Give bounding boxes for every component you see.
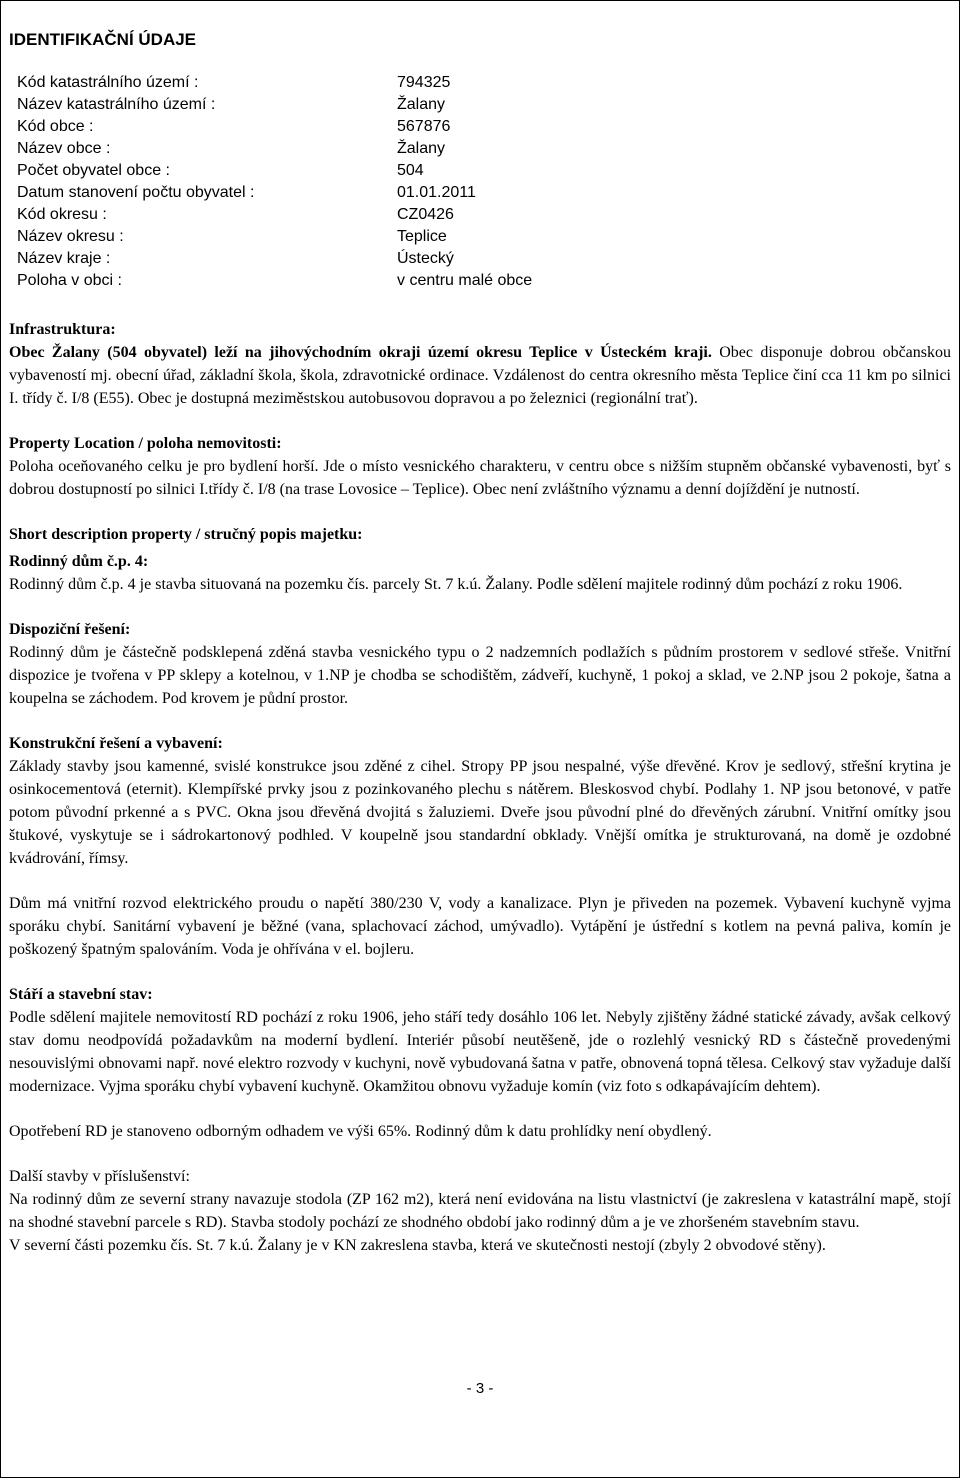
id-row bbox=[17, 72, 951, 94]
id-row bbox=[17, 138, 951, 160]
age-text: Podle sdělení majitele nemovitostí RD pochází z roku 1906, jeho stáří tedy dosáhlo 106 let. Nebyly zjištěny žádné statické závady, avšak celkový stav domu neodpovídá požadavkům na moderní bydlení. Interiér působí neutěšeně, jde o rozlehlý vesnický RD s částečně provedenými nesouvislými obnovami např. nové elektro rozvody v kuchyni, nově vybudovaná šatna v patře, obnovená topná tělesa. Celkový stav vyžaduje další modernizace. Vyjma sporáku chybí vybavení kuchyně. Okamžitou obnovu vyžaduje komín (viz foto s odkapávajícím dehtem). bbox=[9, 1009, 951, 1095]
location-section bbox=[9, 432, 951, 501]
id-value: Žalany bbox=[397, 96, 446, 113]
id-label: Počet obyvatel obce : bbox=[17, 162, 170, 179]
id-row bbox=[17, 270, 951, 292]
wear-section bbox=[9, 1120, 951, 1143]
age-heading: Stáří a stavební stav: bbox=[9, 986, 153, 1003]
id-value: v centru malé obce bbox=[397, 272, 533, 289]
disposition-heading: Dispoziční řešení: bbox=[9, 621, 131, 638]
id-row bbox=[17, 94, 951, 116]
id-label: Datum stanovení počtu obyvatel : bbox=[17, 184, 255, 201]
location-heading: Property Location / poloha nemovitosti: bbox=[9, 435, 282, 452]
other-buildings-text-1: Na rodinný dům ze severní strany navazuje stodola (ZP 162 m2), která není evidována na listu vlastnictví (je zakreslena v katastrální mapě, stojí na shodné stavební parcele s RD). Stavba stodoly pochází ze shodného období jako rodinný dům a je ve zhoršeném stavebním stavu. bbox=[9, 1191, 951, 1231]
id-label: Název kraje : bbox=[17, 250, 111, 267]
id-value: 567876 bbox=[397, 118, 451, 135]
id-row bbox=[17, 116, 951, 138]
id-value: Žalany bbox=[397, 140, 446, 157]
construction-text: Základy stavby jsou kamenné, svislé konstrukce jsou zděné z cihel. Stropy PP jsou nespalné, výše dřevěné. Krov je sedlový, střešní krytina je osinkocementová (eternit). Klempířské prvky jsou z pozinkovaného plechu s nátěrem. Bleskosvod chybí. Podlahy 1. NP jsou betonové, v patře potom původní prkenné a s PVC. Okna jsou dřevěná dvojitá s žaluziemi. Dveře jsou původní plné do dřevěných zárubní. Vnitřní omítky jsou štukové, vyskytuje se i sádrokartonový podhled. V koupelně jsou standardní obklady. Vnější omítka je strukturovaná, na domě je ozdobné kvádrování, římsy. bbox=[9, 758, 951, 867]
id-label: Název okresu : bbox=[17, 228, 124, 245]
infrastructure-body-text: Obec disponuje dobrou občanskou vybaveností mj. obecní úřad, základní škola, škola, zdravotnické ordinace. Vzdálenost do centra okresního města Teplice činí cca 11 km po silnici I. třídy č. I/8 (E55). Obec je dostupná meziměstskou autobusovou dopravou a po železnici (regionální trať). bbox=[9, 344, 952, 407]
id-value: Ústecký bbox=[397, 250, 454, 267]
id-label: Název obce : bbox=[17, 140, 111, 157]
infrastructure-text bbox=[9, 341, 951, 410]
infrastructure-section bbox=[9, 318, 951, 410]
age-section bbox=[9, 983, 951, 1098]
page-number: - 3 - bbox=[466, 1380, 494, 1397]
id-row bbox=[17, 182, 951, 204]
id-value: 01.01.2011 bbox=[397, 184, 476, 201]
house-subheading: Rodinný dům č.p. 4: bbox=[9, 553, 149, 570]
other-buildings-text-2: V severní části pozemku čís. St. 7 k.ú. Žalany je v KN zakreslena stavba, která ve skutečnosti nestojí (zbyly 2 obvodové stěny). bbox=[9, 1237, 826, 1254]
disposition-text: Rodinný dům je částečně podsklepená zděná stavba vesnického typu o 2 nadzemních podlažích s půdním prostorem v sedlové střeše. Vnitřní dispozice je tvořena v PP sklepy a kotelnou, v 1.NP je chodba se schodištěm, zádveří, kuchyně, 1 pokoj a sklad, ve 2.NP jsou 2 pokoje, šatna a koupelna se záchodem. Pod krovem je půdní prostor. bbox=[9, 644, 951, 707]
other-buildings-section bbox=[9, 1165, 951, 1257]
id-value: 794325 bbox=[397, 74, 451, 91]
short-description-section bbox=[9, 523, 951, 596]
infrastructure-heading: Infrastruktura: bbox=[9, 321, 116, 338]
disposition-section bbox=[9, 618, 951, 710]
id-row bbox=[17, 204, 951, 226]
id-value: 504 bbox=[397, 162, 424, 179]
location-text: Poloha oceňovaného celku je pro bydlení horší. Jde o místo vesnického charakteru, v centru obce s nižším stupněm občanské vybavenosti, byť s dobrou dostupností po silnici I.třídy č. I/8 (na trase Lovosice – Teplice). Obec není zvláštního významu a denní dojíždění je nutností. bbox=[9, 458, 951, 498]
construction-heading: Konstrukční řešení a vybavení: bbox=[9, 735, 223, 752]
document-title: IDENTIFIKAČNÍ ÚDAJE bbox=[9, 30, 197, 49]
id-label: Kód katastrálního území : bbox=[17, 74, 199, 91]
other-buildings-heading: Další stavby v příslušenství: bbox=[9, 1168, 190, 1185]
id-label: Kód obce : bbox=[17, 118, 94, 135]
id-row bbox=[17, 226, 951, 248]
id-value: Teplice bbox=[397, 228, 447, 245]
id-label: Kód okresu : bbox=[17, 206, 107, 223]
id-row bbox=[17, 248, 951, 270]
construction-section bbox=[9, 732, 951, 870]
utilities-text: Dům má vnitřní rozvod elektrického proudu o napětí 380/230 V, vody a kanalizace. Plyn je přiveden na pozemek. Vybavení kuchyně vyjma sporáku chybí. Sanitární vybavení je běžné (vana, splachovací záchod, umývadlo). Vytápění je ústřední s kotlem na pevná paliva, komín je poškozený špatným spalováním. Voda je ohřívána v el. bojleru. bbox=[9, 895, 951, 958]
utilities-section bbox=[9, 892, 951, 961]
id-row bbox=[17, 160, 951, 182]
infrastructure-bold-text: Obec Žalany (504 obyvatel) leží na jihovýchodním okraji území okresu Teplice v Ústeckém kraji. bbox=[9, 344, 712, 361]
id-value: CZ0426 bbox=[397, 206, 454, 223]
short-description-heading: Short description property / stručný popis majetku: bbox=[9, 526, 363, 543]
id-label: Název katastrálního území : bbox=[17, 96, 216, 113]
id-label: Poloha v obci : bbox=[17, 272, 122, 289]
identification-table bbox=[17, 72, 951, 292]
short-description-text: Rodinný dům č.p. 4 je stavba situovaná na pozemku čís. parcely St. 7 k.ú. Žalany. Podle sdělení majitele rodinný dům pochází z roku 1906. bbox=[9, 576, 903, 593]
wear-text: Opotřebení RD je stanoveno odborným odhadem ve výši 65%. Rodinný dům k datu prohlídky není obydlený. bbox=[9, 1123, 712, 1140]
document-content bbox=[9, 28, 951, 1257]
